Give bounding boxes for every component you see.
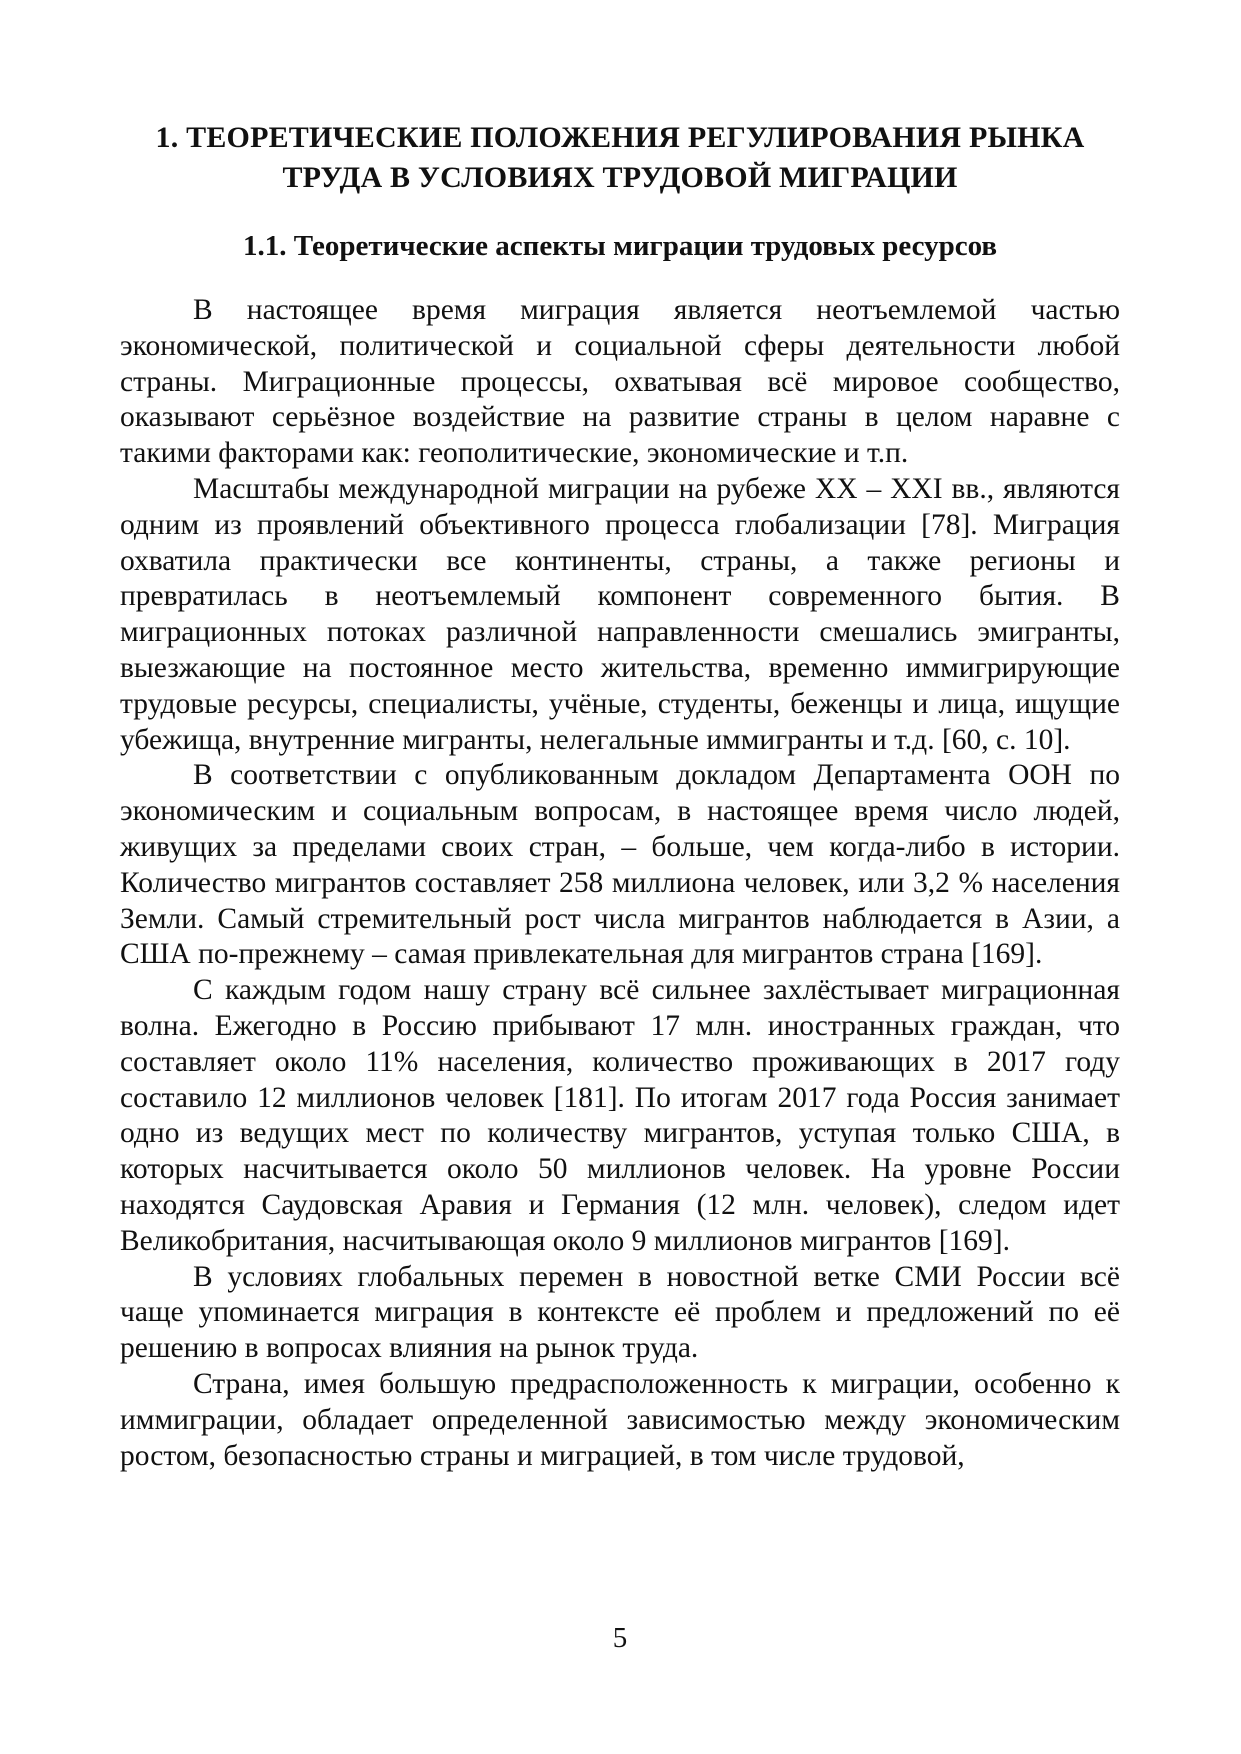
paragraph-2: Масштабы международной миграции на рубеже XX – XXI вв., являются одним из проявлений объективного процесса глобализации [78]. Миграция охватила практически все континенты, страны, а также регионы и превратилась в неотъемлемый компонент современного бытия. В миграционных потоках различной направленности смешались эмигранты, выезжающие на постоянное место жительства, временно иммигрирующие трудовые ресурсы, специалисты, учёные, студенты, беженцы и лица, ищущие убежища, внутренние мигранты, нелегальные иммигранты и т.д. [60, с. 10]. (120, 472, 1120, 756)
chapter-title-line-2: ТРУДА В УСЛОВИЯХ ТРУДОВОЙ МИГРАЦИИ (282, 161, 958, 194)
paragraph-4: С каждым годом нашу страну всё сильнее захлёстывает миграционная волна. Ежегодно в Россию прибывают 17 млн. иностранных граждан, что составляет около 11% населения, количество проживающих в 2017 году составило 12 миллионов человек [181]. По итогам 2017 года Россия занимает одно из ведущих мест по количеству мигрантов, уступая только США, в которых насчитывается около 50 миллионов человек. На уровне России находятся Саудовская Аравия и Германия (12 млн. человек), следом идет Великобритания, насчитывающая около 9 миллионов мигрантов [169]. (120, 974, 1120, 1257)
paragraph-6: Страна, имея большую предрасположенность к миграции, особенно к иммиграции, обладает определенной зависимостью между экономическим ростом, безопасностью страны и миграцией, в том числе трудовой, (120, 1367, 1120, 1472)
chapter-title-line-1: 1. ТЕОРЕТИЧЕСКИЕ ПОЛОЖЕНИЯ РЕГУЛИРОВАНИЯ РЫНКА (155, 121, 1085, 154)
page-number: 5 (612, 1622, 628, 1654)
body-text (120, 293, 1120, 1474)
paragraph-1: В настоящее время миграция является неотъемлемой частью экономической, политической и социальной сферы деятельности любой страны. Миграционные процессы, охватывая всё мировое сообщество, оказывают серьёзное воздействие на развитие страны в целом наравне с такими факторами как: геополитические, экономические и т.п. (120, 294, 1120, 470)
section-title: 1.1. Теоретические аспекты миграции трудовых ресурсов (242, 230, 998, 262)
paragraph-5: В условиях глобальных перемен в новостной ветке СМИ России всё чаще упоминается миграция в контексте её проблем и предложений по её решению в вопросах влияния на рынок труда. (120, 1260, 1120, 1365)
paragraph-3: В соответствии с опубликованным докладом Департамента ООН по экономическим и социальным вопросам, в настоящее время число людей, живущих за пределами своих стран, – больше, чем когда-либо в истории. Количество мигрантов составляет 258 миллиона человек, или 3,2 % населения Земли. Самый стремительный рост числа мигрантов наблюдается в Азии, а США по-прежнему – самая привлекательная для мигрантов страна [169]. (120, 759, 1120, 971)
chapter-title (120, 118, 1120, 198)
